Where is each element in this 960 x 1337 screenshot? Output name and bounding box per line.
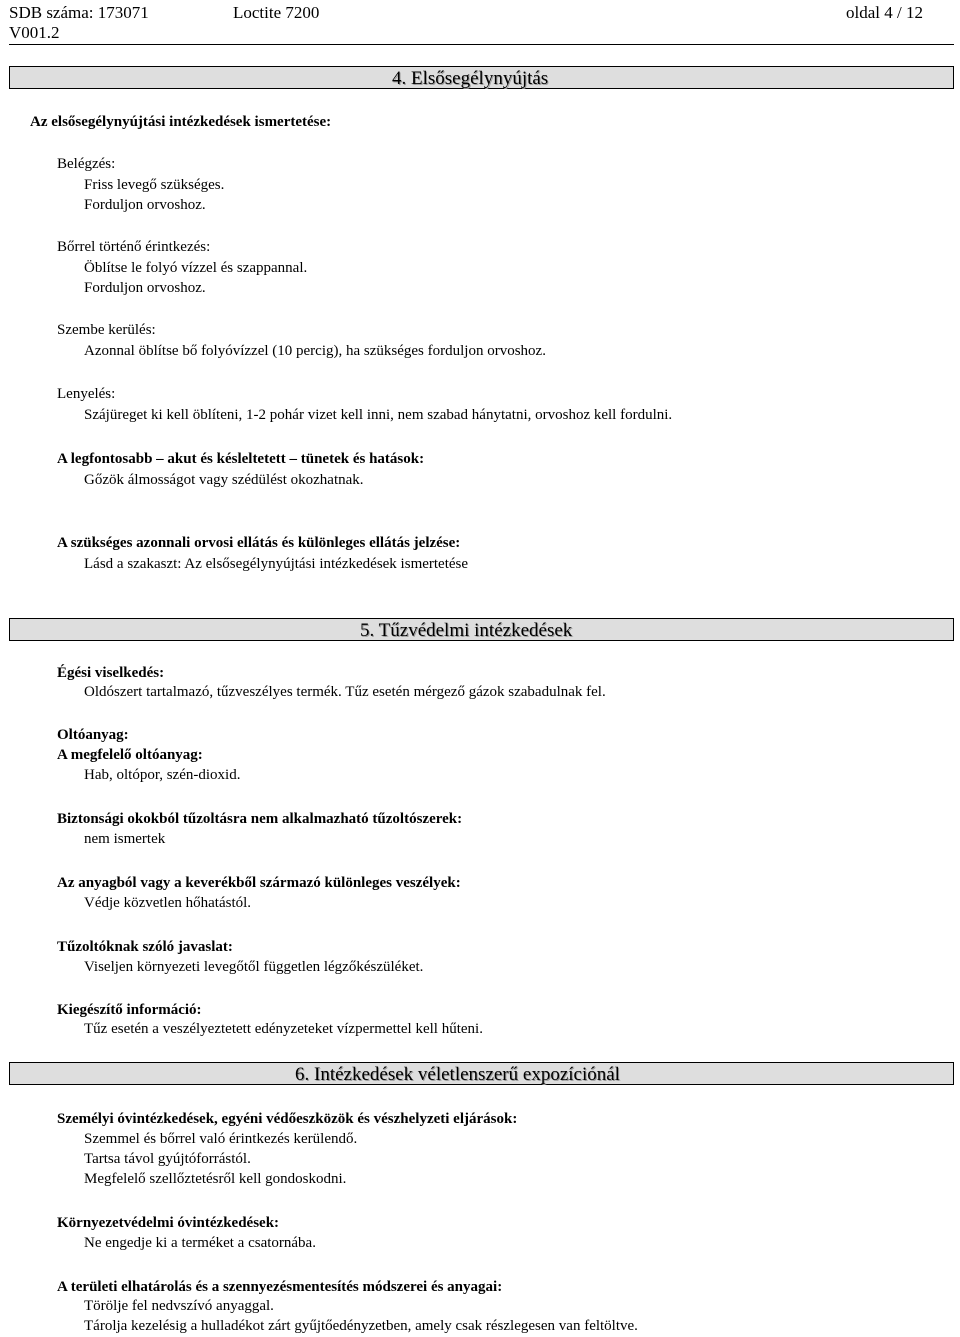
section-4-title: 4. Elsősegélynyújtás: [392, 68, 549, 89]
header-divider: [9, 44, 954, 45]
additional-info-line-1: Tűz esetén a veszélyeztetett edényzeteket vízpermettel kell hűteni.: [84, 1021, 483, 1037]
section-6-title: 6. Intézkedések véletlenszerű expozíciónál: [295, 1064, 620, 1085]
symptoms-heading: A legfontosabb – akut és késleltetett – tünetek és hatások:: [57, 451, 425, 467]
unsuitable-media-heading: Biztonsági okokból tűzoltásra nem alkalmazható tűzoltószerek:: [57, 811, 463, 827]
unsuitable-media-line-1: nem ismertek: [84, 831, 166, 847]
symptoms-line-1: Gőzök álmosságot vagy szédülést okozhatnak.: [84, 472, 364, 488]
containment-cleanup-line-1: Törölje fel nedvszívó anyaggal.: [84, 1298, 274, 1314]
personal-precautions-line-1: Szemmel és bőrrel való érintkezés kerülendő.: [84, 1131, 358, 1147]
skin-contact-line-2: Forduljon orvoshoz.: [84, 280, 206, 296]
medical-attention-heading: A szükséges azonnali orvosi ellátás és különleges ellátás jelzése:: [57, 535, 461, 551]
personal-precautions-heading: Személyi óvintézkedések, egyéni védőeszközök és vészhelyzeti eljárások:: [57, 1111, 518, 1127]
inhalation-line-2: Forduljon orvoshoz.: [84, 197, 206, 213]
first-aid-intro-heading: Az elsősegélynyújtási intézkedések ismertetése:: [30, 114, 332, 130]
version-number: V001.2: [9, 23, 60, 42]
burning-behaviour-heading: Égési viselkedés:: [57, 665, 165, 681]
containment-cleanup-heading: A területi elhatárolás és a szennyezésmentesítés módszerei és anyagai:: [57, 1279, 503, 1295]
inhalation-heading: Belégzés:: [57, 156, 116, 172]
inhalation-line-1: Friss levegő szükséges.: [84, 177, 225, 193]
suitable-media-line-1: Hab, oltópor, szén-dioxid.: [84, 767, 241, 783]
product-name: Loctite 7200: [233, 3, 320, 22]
eye-contact-line-1: Azonnal öblítse bő folyóvízzel (10 percig), ha szükséges forduljon orvoshoz.: [84, 343, 546, 359]
page-number: oldal 4 / 12: [846, 3, 923, 22]
sdb-number: SDB száma: 173071: [9, 3, 149, 22]
environmental-precautions-line-1: Ne engedje ki a terméket a csatornába.: [84, 1235, 316, 1251]
personal-precautions-line-2: Tartsa távol gyújtóforrástól.: [84, 1151, 251, 1167]
suitable-media-heading: A megfelelő oltóanyag:: [57, 747, 203, 763]
special-hazards-heading: Az anyagból vagy a keverékből származó különleges veszélyek:: [57, 875, 461, 891]
extinguishing-media-heading: Oltóanyag:: [57, 727, 129, 743]
additional-info-heading: Kiegészítő információ:: [57, 1002, 202, 1018]
environmental-precautions-heading: Környezetvédelmi óvintézkedések:: [57, 1215, 280, 1231]
firefighter-advice-line-1: Viseljen környezeti levegőtől független légzőkészüléket.: [84, 959, 424, 975]
skin-contact-line-1: Öblítse le folyó vízzel és szappannal.: [84, 260, 308, 276]
burning-behaviour-line-1: Oldószert tartalmazó, tűzveszélyes termék. Tűz esetén mérgező gázok szabadulnak fel.: [84, 684, 606, 700]
personal-precautions-line-3: Megfelelő szellőztetésről kell gondoskodni.: [84, 1171, 347, 1187]
medical-attention-line-1: Lásd a szakaszt: Az elsősegélynyújtási intézkedések ismertetése: [84, 556, 469, 572]
skin-contact-heading: Bőrrel történő érintkezés:: [57, 239, 211, 255]
special-hazards-line-1: Védje közvetlen hőhatástól.: [84, 895, 252, 911]
ingestion-line-1: Szájüreget ki kell öblíteni, 1-2 pohár vizet kell inni, nem szabad hánytatni, orvoshoz kell fordulni.: [84, 407, 673, 423]
ingestion-heading: Lenyelés:: [57, 386, 116, 402]
eye-contact-heading: Szembe kerülés:: [57, 322, 156, 338]
section-5-title: 5. Tűzvédelmi intézkedések: [360, 620, 573, 641]
firefighter-advice-heading: Tűzoltóknak szóló javaslat:: [57, 939, 233, 955]
containment-cleanup-line-2: Tárolja kezelésig a hulladékot zárt gyűjtőedényzetben, amely csak részlegesen van feltöltve.: [84, 1318, 638, 1334]
